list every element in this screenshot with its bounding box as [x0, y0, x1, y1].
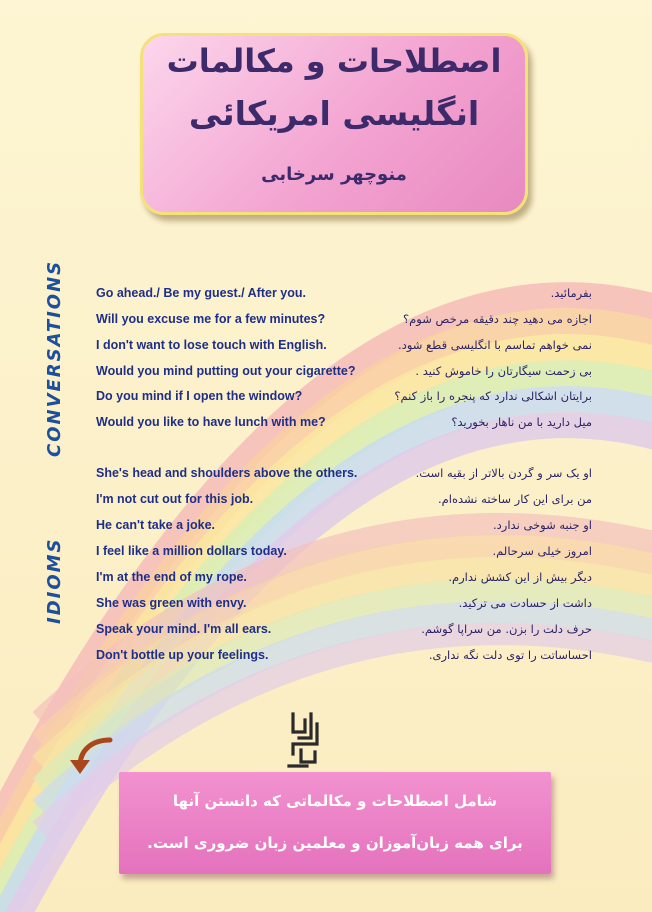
author-name: منوچهر سرخابی — [261, 164, 407, 185]
idiom-row — [0, 466, 652, 490]
idiom-persian: من برای این کار ساخته نشده‌ام. — [438, 492, 592, 506]
conversation-row — [0, 286, 652, 310]
conversation-english: Would you mind putting out your cigarette? — [96, 364, 356, 378]
conversation-row — [0, 389, 652, 413]
conversation-english: Do you mind if I open the window? — [96, 389, 303, 403]
idiom-persian: حرف دلت را بزن. من سراپا گوشم. — [421, 622, 592, 636]
idiom-row — [0, 648, 652, 672]
conversation-persian: میل دارید با من ناهار بخورید؟ — [451, 415, 592, 429]
idiom-persian: او یک سر و گردن بالاتر از بقیه است. — [415, 466, 592, 480]
idiom-english: She's head and shoulders above the others. — [96, 466, 358, 480]
curved-arrow-icon — [66, 736, 114, 776]
conversation-row — [0, 338, 652, 362]
idiom-row — [0, 570, 652, 594]
conversation-english: Would you like to have lunch with me? — [96, 415, 326, 429]
idiom-english: Speak your mind. I'm all ears. — [96, 622, 272, 636]
section-label-idioms: IDIOMS — [44, 537, 65, 624]
conversation-persian: نمی خواهم تماسم با انگلیسی قطع شود. — [398, 338, 592, 352]
book-title-line1: اصطلاحات و مکالمات — [166, 42, 502, 80]
description-line2: برای همه زبان‌آموزان و معلمین زبان ضروری است. — [147, 834, 523, 852]
conversation-english: I don't want to lose touch with English. — [96, 338, 327, 352]
conversation-persian: بی زحمت سیگارتان را خاموش کنید . — [415, 364, 592, 378]
idiom-english: He can't take a joke. — [96, 518, 216, 532]
conversation-row — [0, 364, 652, 388]
idiom-english: I feel like a million dollars today. — [96, 544, 287, 558]
conversation-english: Will you excuse me for a few minutes? — [96, 312, 326, 326]
description-box — [119, 772, 551, 874]
idiom-persian: داشت از حسادت می ترکید. — [458, 596, 592, 610]
conversation-persian: اجازه می دهید چند دقیقه مرخص شوم؟ — [403, 312, 592, 326]
conversation-row — [0, 415, 652, 439]
conversation-persian: بفرمائید. — [550, 286, 592, 300]
conversation-english: Go ahead./ Be my guest./ After you. — [96, 286, 306, 300]
idiom-english: I'm not cut out for this job. — [96, 492, 254, 506]
idiom-row — [0, 622, 652, 646]
publisher-logo — [285, 710, 325, 770]
idiom-persian: امروز خیلی سرحالم. — [492, 544, 592, 558]
idiom-row — [0, 492, 652, 516]
idiom-row — [0, 596, 652, 620]
title-box — [140, 33, 528, 215]
idiom-persian: دیگر بیش از این کشش ندارم. — [448, 570, 592, 584]
idiom-english: Don't bottle up your feelings. — [96, 648, 269, 662]
idiom-persian: احساساتت را توی دلت نگه نداری. — [428, 648, 592, 662]
book-title-line2: انگلیسی امریکائی — [188, 94, 480, 133]
idiom-row — [0, 544, 652, 568]
idiom-persian: او جنبه شوخی ندارد. — [493, 518, 592, 532]
description-line1: شامل اصطلاحات و مکالماتی که دانستن آنها — [172, 792, 498, 810]
idiom-row — [0, 518, 652, 542]
idiom-english: She was green with envy. — [96, 596, 247, 610]
section-label-conversations: CONVERSATIONS — [44, 259, 65, 457]
conversation-persian: برایتان اشکالی ندارد که پنجره را باز کنم؟ — [394, 389, 592, 403]
idiom-english: I'm at the end of my rope. — [96, 570, 247, 584]
conversation-row — [0, 312, 652, 336]
